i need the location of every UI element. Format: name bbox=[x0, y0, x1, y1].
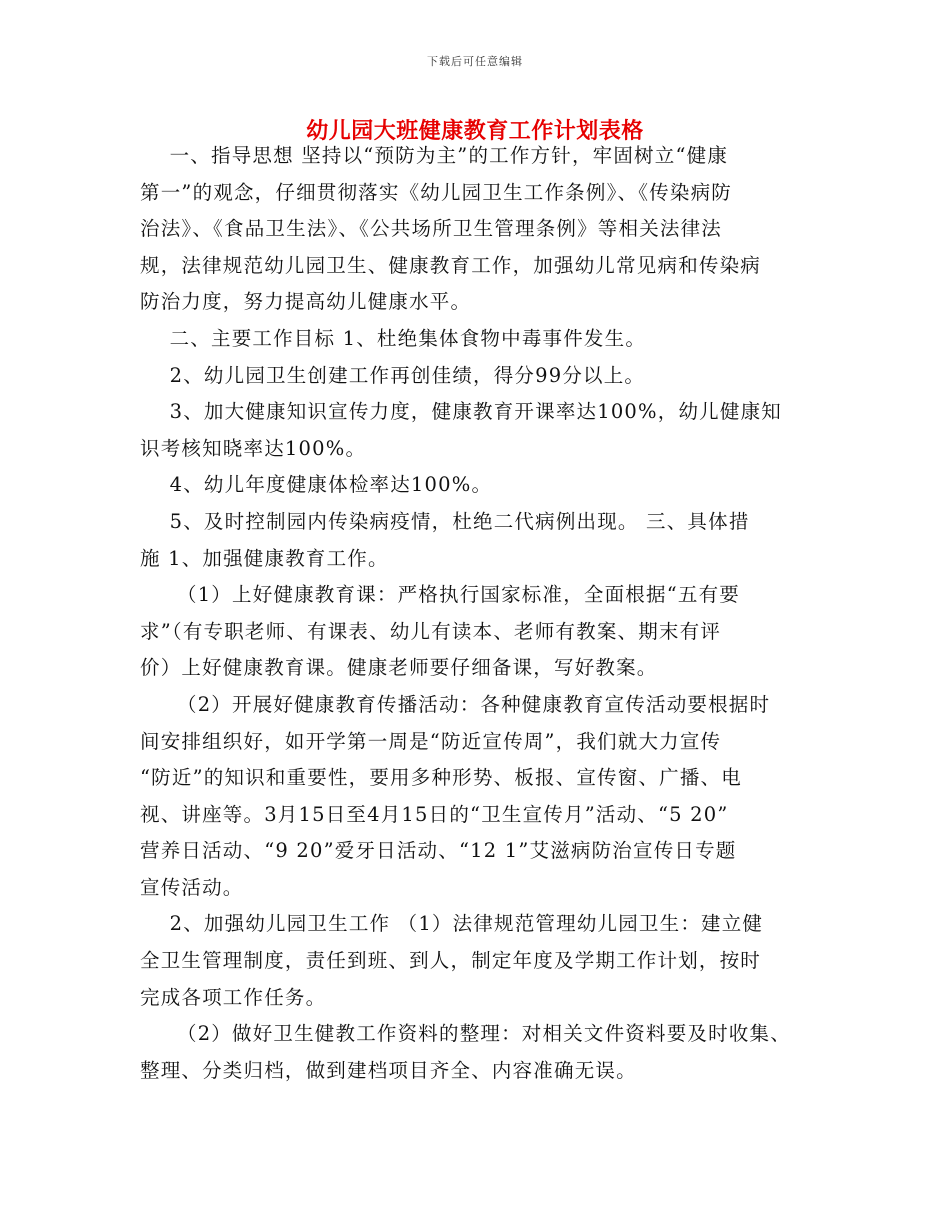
body-line: “防近”的知识和重要性，要用多种形势、板报、宣传窗、广播、电 bbox=[140, 766, 742, 790]
body-line: 5、及时控制园内传染病疫情，杜绝二代病例出现。 三、具体措 bbox=[140, 509, 750, 533]
body-line: （2）开展好健康教育传播活动：各种健康教育宣传活动要根据时 bbox=[140, 692, 771, 716]
body-line: 整理、分类归档，做到建档项目齐全、内容准确无误。 bbox=[140, 1058, 637, 1082]
body-line: 营养日活动、“9 20”爱牙日活动、“12 1”艾滋病防治宣传日专题 bbox=[140, 839, 737, 863]
body-line: 全卫生管理制度，责任到班、到人，制定年度及学期工作计划，按时 bbox=[140, 949, 762, 973]
body-line: 识考核知晓率达100%。 bbox=[140, 436, 367, 460]
body-line: 3、加大健康知识宣传力度，健康教育开课率达100%，幼儿健康知 bbox=[140, 400, 782, 424]
body-line: 二、主要工作目标 1、杜绝集体食物中毒事件发生。 bbox=[140, 326, 647, 350]
document-title: 幼儿园大班健康教育工作计划表格 bbox=[306, 119, 644, 144]
body-line: 间安排组织好，如开学第一周是“防近宣传周”，我们就大力宣传 bbox=[140, 729, 722, 753]
body-line: 第一”的观念，仔细贯彻落实《幼儿园卫生工作条例》、《传染病防 bbox=[140, 180, 732, 204]
body-line: 视、讲座等。3月15日至4月15日的“卫生宣传月”活动、“5 20” bbox=[140, 802, 729, 826]
body-line: 规，法律规范幼儿园卫生、健康教育工作，加强幼儿常见病和传染病 bbox=[140, 253, 762, 277]
body-line: 完成各项工作任务。 bbox=[140, 985, 327, 1009]
body-line: （2）做好卫生健教工作资料的整理：对相关文件资料要及时收集、 bbox=[140, 1022, 791, 1046]
body-line: 价）上好健康教育课。健康老师要仔细备课，写好教案。 bbox=[140, 656, 658, 680]
body-line: 2、加强幼儿园卫生工作 （1）法律规范管理幼儿园卫生：建立健 bbox=[140, 912, 764, 936]
body-line: 一、指导思想 坚持以“预防为主”的工作方针，牢固树立“健康 bbox=[140, 144, 729, 167]
body-line: 施 1、加强健康教育工作。 bbox=[140, 546, 389, 570]
body-line: 防治力度，努力提高幼儿健康水平。 bbox=[140, 290, 472, 314]
document-body bbox=[140, 138, 820, 1089]
body-line: 4、幼儿年度健康体检率达100%。 bbox=[140, 473, 493, 497]
body-line: 宣传活动。 bbox=[140, 875, 244, 899]
body-line: 2、幼儿园卫生创建工作再创佳绩，得分99分以上。 bbox=[140, 363, 646, 387]
header-note: 下载后可任意编辑 bbox=[427, 55, 523, 68]
body-line: 求”（有专职老师、有课表、幼儿有读本、老师有教案、期末有评 bbox=[140, 619, 722, 643]
body-line: （1）上好健康教育课：严格执行国家标准，全面根据“五有要 bbox=[140, 583, 740, 607]
body-line: 治法》、《食品卫生法》、《公共场所卫生管理条例》等相关法律法 bbox=[140, 217, 723, 241]
